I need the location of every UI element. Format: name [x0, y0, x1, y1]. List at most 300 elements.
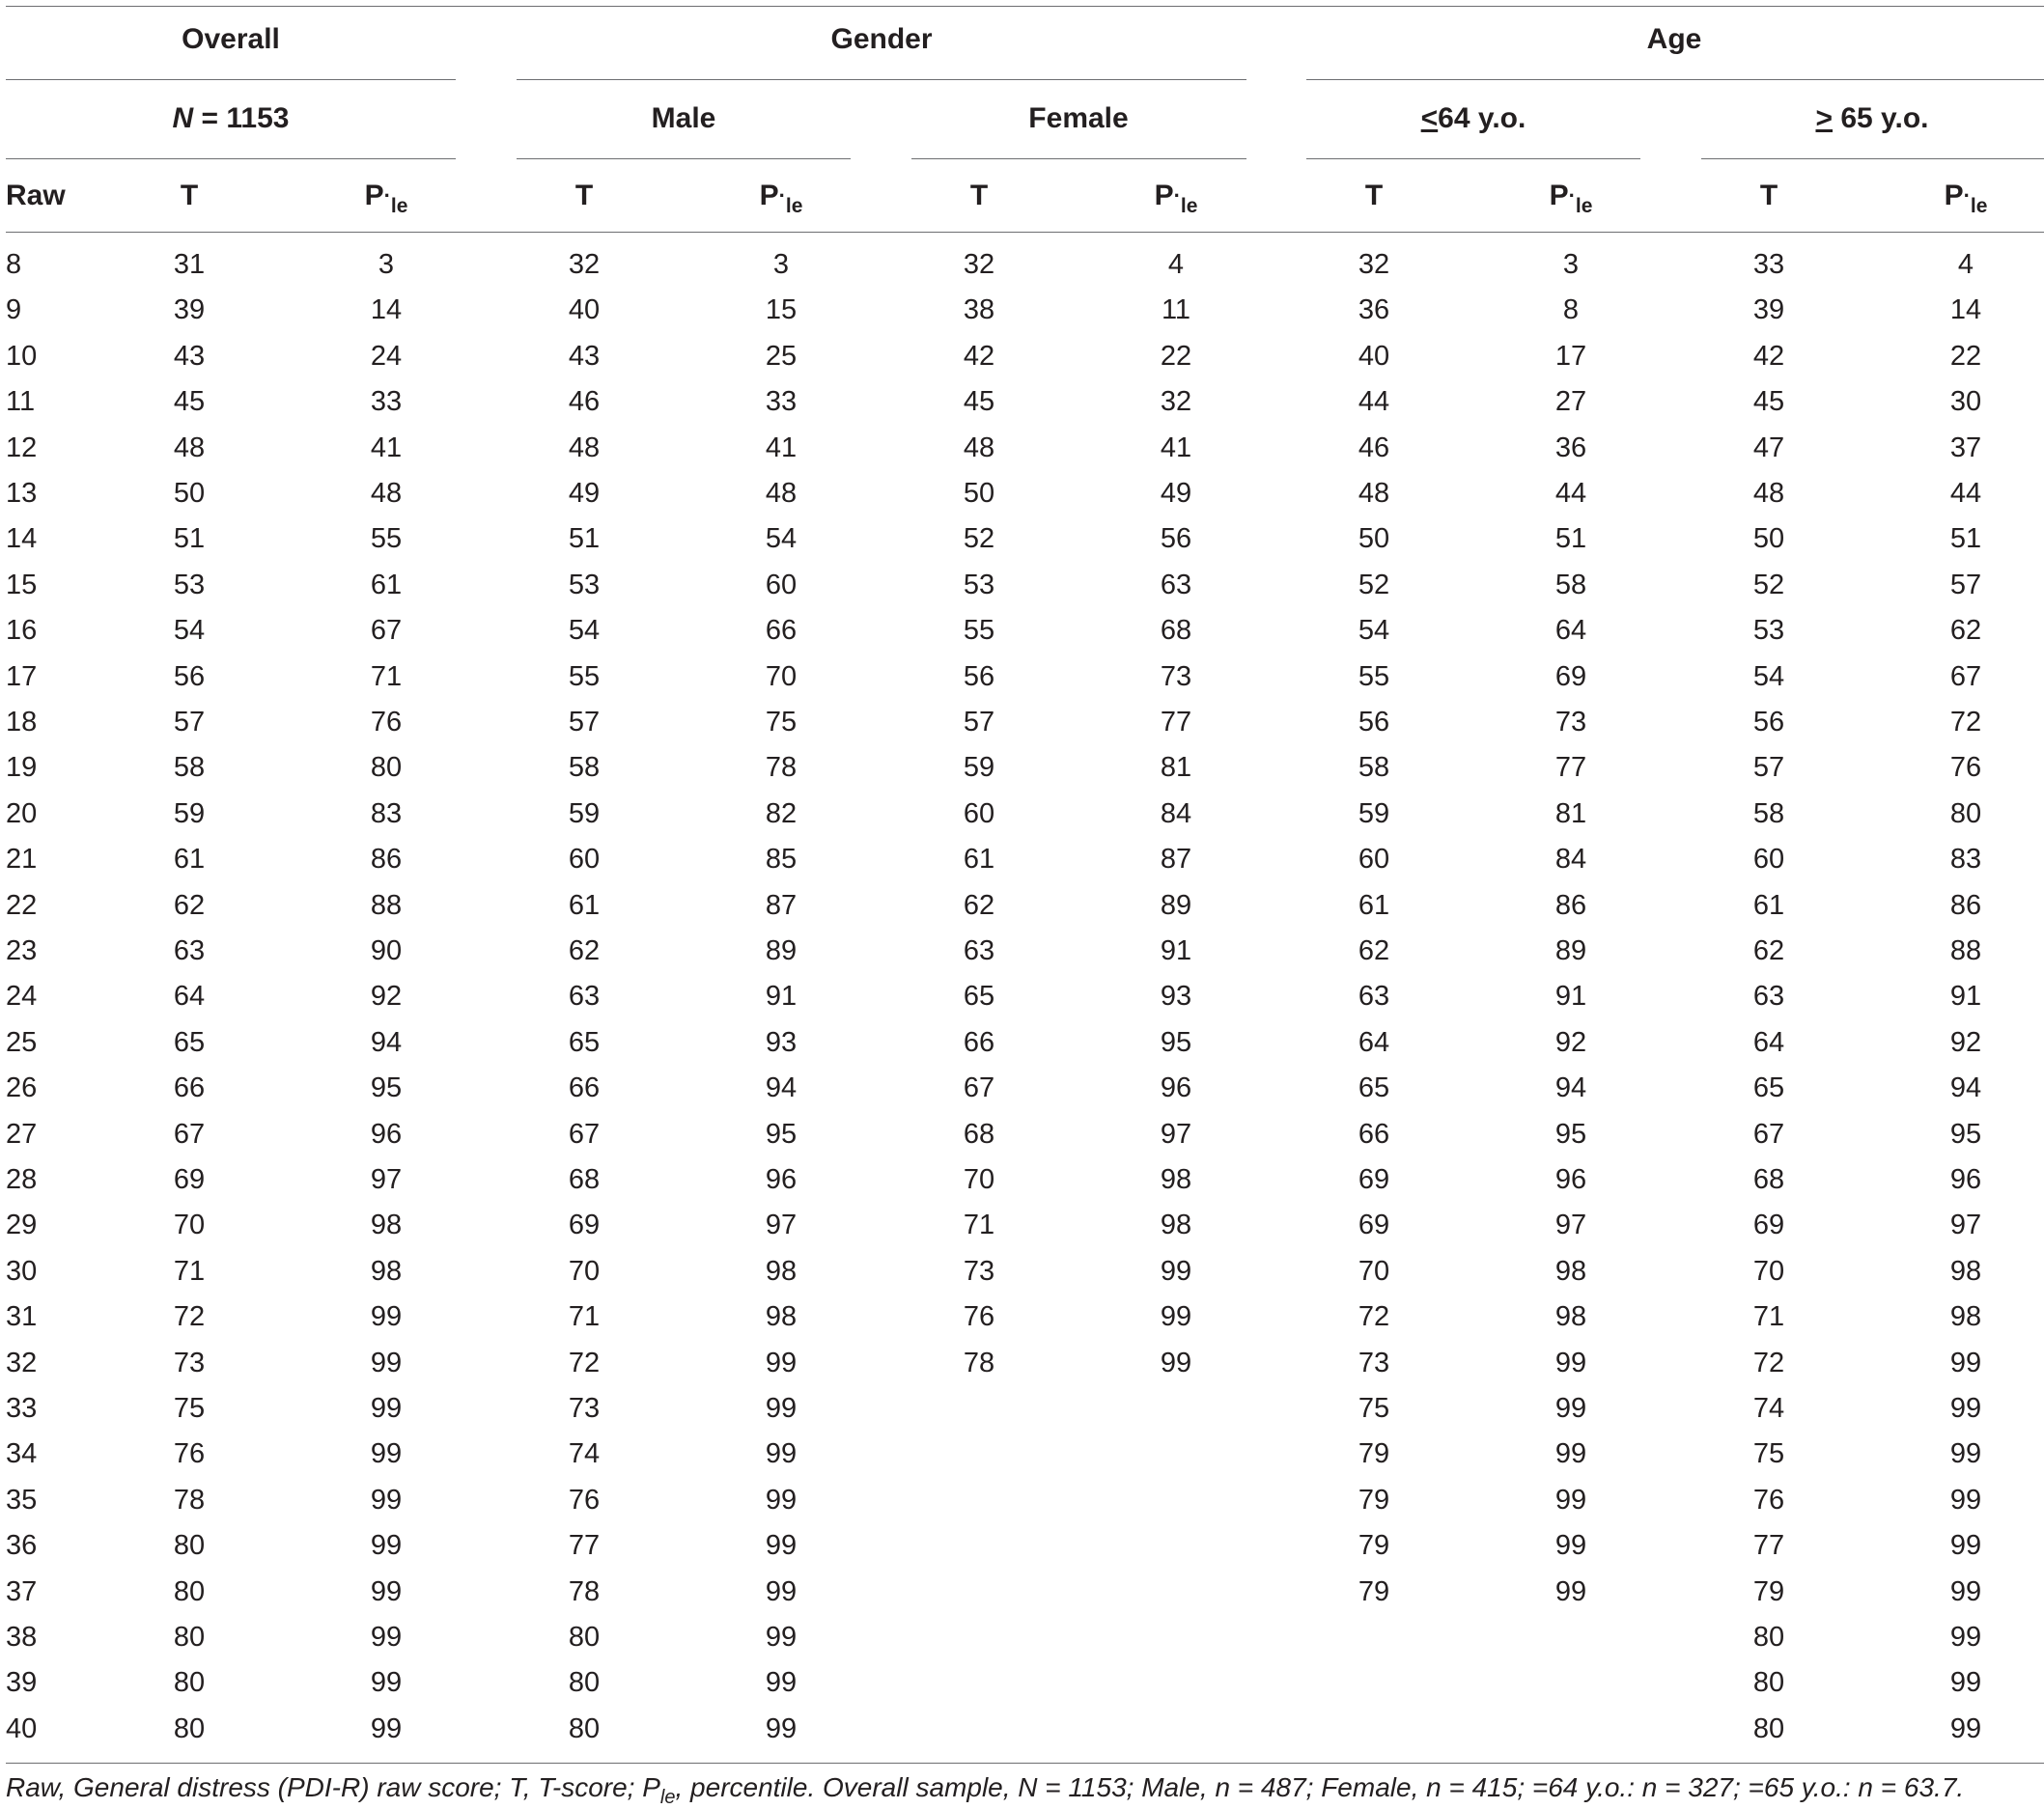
cell-raw: 10 [6, 340, 38, 372]
cell-overall-p: 76 [370, 707, 403, 738]
cell-age-le64-p: 99 [1554, 1484, 1587, 1516]
column-header-t: T [1364, 180, 1384, 211]
cell-male-p: 94 [765, 1072, 798, 1104]
overall-group-rule [6, 79, 456, 80]
cell-overall-p: 97 [370, 1164, 403, 1195]
cell-male-p: 25 [765, 340, 798, 372]
cell-age-ge65-p: 99 [1949, 1393, 1982, 1424]
cell-female-p: 11 [1161, 294, 1191, 326]
cell-overall-p: 61 [370, 569, 403, 600]
cell-female-t: 62 [963, 889, 995, 921]
cell-male-p: 99 [765, 1575, 798, 1607]
cell-age-ge65-p: 67 [1949, 660, 1982, 692]
cell-age-ge65-t: 72 [1752, 1347, 1785, 1378]
cell-female-t: 57 [963, 707, 995, 738]
cell-age-le64-t: 32 [1358, 249, 1390, 280]
cell-male-t: 66 [568, 1072, 601, 1104]
cell-age-ge65-t: 80 [1752, 1667, 1785, 1699]
cell-age-ge65-p: 99 [1949, 1484, 1982, 1516]
cell-age-le64-p: 44 [1554, 478, 1587, 509]
cell-female-p: 81 [1160, 752, 1192, 784]
cell-female-p: 4 [1167, 249, 1185, 280]
cell-female-p: 99 [1160, 1301, 1192, 1333]
cell-raw: 26 [6, 1072, 38, 1104]
cell-overall-t: 65 [173, 1026, 206, 1058]
cell-overall-p: 99 [370, 1438, 403, 1470]
cell-overall-t: 78 [173, 1484, 206, 1516]
cell-raw: 35 [6, 1484, 38, 1516]
cell-age-ge65-t: 45 [1752, 386, 1785, 418]
cell-age-ge65-t: 68 [1752, 1164, 1785, 1195]
cell-age-ge65-p: 96 [1949, 1164, 1982, 1195]
cell-age-ge65-t: 56 [1752, 707, 1785, 738]
cell-overall-p: 71 [370, 660, 403, 692]
cell-age-le64-p: 69 [1554, 660, 1587, 692]
cell-age-ge65-t: 69 [1752, 1210, 1785, 1241]
cell-age-ge65-t: 80 [1752, 1712, 1785, 1744]
cell-male-t: 60 [568, 844, 601, 876]
cell-overall-t: 75 [173, 1393, 206, 1424]
cell-age-ge65-p: 83 [1949, 844, 1982, 876]
cell-male-t: 59 [568, 797, 601, 829]
cell-female-p: 84 [1160, 797, 1192, 829]
cell-raw: 20 [6, 797, 38, 829]
cell-age-le64-p: 36 [1554, 431, 1587, 463]
cell-age-ge65-t: 61 [1752, 889, 1785, 921]
cell-age-le64-p: 99 [1554, 1347, 1587, 1378]
cell-male-p: 78 [765, 752, 798, 784]
cell-male-p: 97 [765, 1210, 798, 1241]
cell-age-ge65-p: 44 [1949, 478, 1982, 509]
cell-male-p: 99 [765, 1484, 798, 1516]
cell-female-t: 50 [963, 478, 995, 509]
cell-overall-t: 63 [173, 935, 206, 966]
cell-male-p: 89 [765, 935, 798, 966]
cell-age-ge65-p: 98 [1949, 1255, 1982, 1287]
cell-age-ge65-t: 77 [1752, 1530, 1785, 1562]
cell-overall-p: 90 [370, 935, 403, 966]
cell-overall-p: 83 [370, 797, 403, 829]
cell-age-le64-p: 99 [1554, 1575, 1587, 1607]
cell-female-t: 76 [963, 1301, 995, 1333]
cell-age-le64-p: 81 [1554, 797, 1587, 829]
age-le64-label: 64 y.o. [1438, 102, 1526, 134]
cell-overall-p: 99 [370, 1393, 403, 1424]
column-header-t: T [574, 180, 594, 211]
cell-age-le64-p: 73 [1554, 707, 1587, 738]
cell-female-t: 38 [963, 294, 995, 326]
group-header-gender: Gender [830, 23, 933, 55]
cell-male-p: 41 [765, 431, 798, 463]
cell-overall-p: 41 [370, 431, 403, 463]
cell-overall-t: 71 [173, 1255, 206, 1287]
cell-age-ge65-t: 74 [1752, 1393, 1785, 1424]
cell-male-t: 78 [568, 1575, 601, 1607]
cell-age-ge65-t: 76 [1752, 1484, 1785, 1516]
cell-age-ge65-p: 86 [1949, 889, 1982, 921]
cell-female-p: 73 [1160, 660, 1192, 692]
cell-overall-p: 3 [378, 249, 395, 280]
cell-male-t: 62 [568, 935, 601, 966]
cell-age-ge65-p: 94 [1949, 1072, 1982, 1104]
cell-age-le64-p: 99 [1554, 1393, 1587, 1424]
cell-raw: 11 [6, 386, 36, 418]
cell-overall-p: 48 [370, 478, 403, 509]
cell-overall-p: 55 [370, 523, 403, 555]
cell-overall-p: 99 [370, 1301, 403, 1333]
cell-male-p: 48 [765, 478, 798, 509]
cell-overall-t: 39 [173, 294, 206, 326]
cell-age-ge65-t: 42 [1752, 340, 1785, 372]
column-header-percentile: $P\cdot_{le}$ [364, 180, 408, 217]
cell-age-le64-p: 64 [1554, 615, 1587, 647]
cell-male-t: 72 [568, 1347, 601, 1378]
cell-age-le64-p: 86 [1554, 889, 1587, 921]
cell-age-le64-t: 55 [1358, 660, 1390, 692]
cell-overall-t: 67 [173, 1118, 206, 1150]
cell-male-p: 60 [765, 569, 798, 600]
footnote-part2: , percentile. Overall sample, N = 1153; Male, n = 487; Female, n = 415; =64 y.o.: n = 327; =65 y.o.: n = 63.7. [675, 1772, 1965, 1802]
cell-age-ge65-p: 92 [1949, 1026, 1982, 1058]
cell-male-p: 99 [765, 1530, 798, 1562]
cell-male-t: 63 [568, 981, 601, 1013]
header-bottom-rule [6, 232, 2044, 233]
cell-male-t: 70 [568, 1255, 601, 1287]
cell-age-ge65-t: 79 [1752, 1575, 1785, 1607]
cell-female-p: 68 [1160, 615, 1192, 647]
cell-age-ge65-p: 95 [1949, 1118, 1982, 1150]
cell-age-ge65-p: 62 [1949, 615, 1982, 647]
cell-age-le64-t: 61 [1358, 889, 1390, 921]
cell-female-p: 96 [1160, 1072, 1192, 1104]
column-header-percentile: $P\cdot_{le}$ [1549, 180, 1593, 217]
cell-female-t: 60 [963, 797, 995, 829]
cell-female-t: 66 [963, 1026, 995, 1058]
cell-female-p: 77 [1160, 707, 1192, 738]
cell-male-t: 77 [568, 1530, 601, 1562]
cell-age-ge65-p: 97 [1949, 1210, 1982, 1241]
column-header-t: T [969, 180, 989, 211]
cell-raw: 32 [6, 1347, 38, 1378]
cell-raw: 14 [6, 523, 38, 555]
cell-raw: 18 [6, 707, 38, 738]
cell-male-t: 49 [568, 478, 601, 509]
cell-male-p: 15 [765, 294, 798, 326]
cell-age-ge65-p: 99 [1949, 1712, 1982, 1744]
cell-raw: 13 [6, 478, 38, 509]
cell-female-p: 95 [1160, 1026, 1192, 1058]
subgroup-header-female: Female [1028, 102, 1129, 134]
cell-age-ge65-p: 99 [1949, 1575, 1982, 1607]
column-header-t: T [180, 180, 199, 211]
cell-age-le64-t: 64 [1358, 1026, 1390, 1058]
cell-overall-t: 53 [173, 569, 206, 600]
cell-female-p: 41 [1160, 431, 1192, 463]
cell-overall-t: 54 [173, 615, 206, 647]
cell-age-le64-p: 27 [1554, 386, 1587, 418]
cell-age-ge65-p: 30 [1949, 386, 1982, 418]
cell-male-p: 85 [765, 844, 798, 876]
cell-overall-t: 80 [173, 1530, 206, 1562]
cell-raw: 25 [6, 1026, 38, 1058]
cell-age-le64-t: 69 [1358, 1210, 1390, 1241]
subgroup-header-overall-n [173, 102, 290, 135]
cell-female-t: 63 [963, 935, 995, 966]
cell-age-le64-t: 70 [1358, 1255, 1390, 1287]
cell-male-t: 67 [568, 1118, 601, 1150]
cell-male-t: 80 [568, 1667, 601, 1699]
cell-male-p: 99 [765, 1347, 798, 1378]
cell-age-ge65-t: 64 [1752, 1026, 1785, 1058]
cell-female-t: 70 [963, 1164, 995, 1195]
cell-female-p: 89 [1160, 889, 1192, 921]
cell-female-p: 99 [1160, 1255, 1192, 1287]
cell-overall-p: 99 [370, 1667, 403, 1699]
cell-male-t: 69 [568, 1210, 601, 1241]
cell-overall-p: 94 [370, 1026, 403, 1058]
cell-raw: 30 [6, 1255, 38, 1287]
cell-male-p: 75 [765, 707, 798, 738]
cell-overall-p: 99 [370, 1575, 403, 1607]
cell-male-p: 99 [765, 1438, 798, 1470]
cell-overall-t: 72 [173, 1301, 206, 1333]
cell-age-le64-t: 62 [1358, 935, 1390, 966]
cell-raw: 31 [6, 1301, 38, 1333]
cell-age-ge65-p: 99 [1949, 1438, 1982, 1470]
cell-age-le64-p: 94 [1554, 1072, 1587, 1104]
group-header-age: Age [1646, 23, 1702, 55]
cell-age-ge65-p: 91 [1949, 981, 1982, 1013]
cell-male-t: 76 [568, 1484, 601, 1516]
cell-raw: 9 [6, 294, 22, 326]
cell-age-ge65-t: 33 [1752, 249, 1785, 280]
cell-overall-t: 64 [173, 981, 206, 1013]
cell-age-le64-t: 79 [1358, 1575, 1390, 1607]
cell-age-ge65-p: 76 [1949, 752, 1982, 784]
cell-overall-t: 59 [173, 797, 206, 829]
cell-female-p: 93 [1160, 981, 1192, 1013]
cell-male-p: 93 [765, 1026, 798, 1058]
cell-male-p: 70 [765, 660, 798, 692]
cell-age-ge65-p: 72 [1949, 707, 1982, 738]
cell-age-le64-t: 79 [1358, 1530, 1390, 1562]
cell-female-p: 87 [1160, 844, 1192, 876]
cell-overall-p: 92 [370, 981, 403, 1013]
cell-female-p: 22 [1160, 340, 1192, 372]
cell-age-le64-t: 69 [1358, 1164, 1390, 1195]
cell-male-t: 80 [568, 1712, 601, 1744]
cell-age-le64-t: 63 [1358, 981, 1390, 1013]
cell-female-p: 99 [1160, 1347, 1192, 1378]
cell-age-ge65-t: 47 [1752, 431, 1785, 463]
cell-raw: 29 [6, 1210, 38, 1241]
cell-age-le64-t: 65 [1358, 1072, 1390, 1104]
cell-raw: 33 [6, 1393, 38, 1424]
cell-raw: 23 [6, 935, 38, 966]
cell-female-t: 53 [963, 569, 995, 600]
cell-age-le64-p: 3 [1562, 249, 1580, 280]
cell-male-t: 68 [568, 1164, 601, 1195]
cell-age-le64-t: 66 [1358, 1118, 1390, 1150]
table-bottom-rule [6, 1763, 2044, 1764]
cell-female-p: 98 [1160, 1164, 1192, 1195]
cell-raw: 21 [6, 844, 38, 876]
cell-age-ge65-p: 99 [1949, 1622, 1982, 1653]
age-ge65-label: 65 y.o. [1833, 102, 1929, 134]
cell-age-ge65-p: 99 [1949, 1667, 1982, 1699]
cell-overall-p: 99 [370, 1530, 403, 1562]
cell-male-t: 53 [568, 569, 601, 600]
cell-age-le64-p: 89 [1554, 935, 1587, 966]
cell-age-le64-t: 72 [1358, 1301, 1390, 1333]
column-header-percentile: $P\cdot_{le}$ [759, 180, 803, 217]
n-value: = 1153 [193, 102, 290, 134]
cell-age-le64-t: 75 [1358, 1393, 1390, 1424]
cell-age-ge65-t: 63 [1752, 981, 1785, 1013]
cell-male-p: 99 [765, 1393, 798, 1424]
cell-age-ge65-p: 14 [1949, 294, 1982, 326]
cell-male-p: 96 [765, 1164, 798, 1195]
cell-male-p: 66 [765, 615, 798, 647]
overall-n-rule [6, 158, 456, 159]
cell-female-t: 78 [963, 1347, 995, 1378]
cell-raw: 28 [6, 1164, 38, 1195]
cell-age-ge65-t: 52 [1752, 569, 1785, 600]
cell-age-ge65-t: 57 [1752, 752, 1785, 784]
cell-male-t: 74 [568, 1438, 601, 1470]
cell-age-le64-p: 84 [1554, 844, 1587, 876]
cell-male-t: 57 [568, 707, 601, 738]
cell-female-t: 59 [963, 752, 995, 784]
cell-male-t: 54 [568, 615, 601, 647]
cell-overall-p: 98 [370, 1210, 403, 1241]
cell-male-t: 43 [568, 340, 601, 372]
subgroup-header-age-ge65 [1815, 102, 1928, 135]
cell-age-ge65-t: 65 [1752, 1072, 1785, 1104]
column-header-t: T [1759, 180, 1778, 211]
cell-raw: 27 [6, 1118, 38, 1150]
cell-raw: 40 [6, 1712, 38, 1744]
cell-age-le64-t: 73 [1358, 1347, 1390, 1378]
cell-age-le64-t: 44 [1358, 386, 1390, 418]
cell-overall-p: 95 [370, 1072, 403, 1104]
subgroup-header-age-le64 [1421, 102, 1526, 135]
cell-male-p: 98 [765, 1255, 798, 1287]
cell-overall-t: 80 [173, 1575, 206, 1607]
cell-male-p: 82 [765, 797, 798, 829]
cell-overall-t: 62 [173, 889, 206, 921]
cell-overall-t: 80 [173, 1667, 206, 1699]
cell-overall-t: 76 [173, 1438, 206, 1470]
cell-overall-t: 43 [173, 340, 206, 372]
cell-male-t: 61 [568, 889, 601, 921]
cell-female-p: 91 [1160, 935, 1192, 966]
cell-male-p: 99 [765, 1622, 798, 1653]
cell-raw: 19 [6, 752, 38, 784]
cell-female-t: 71 [963, 1210, 995, 1241]
subgroup-header-male: Male [651, 102, 716, 134]
cell-overall-t: 73 [173, 1347, 206, 1378]
cell-female-t: 67 [963, 1072, 995, 1104]
cell-male-t: 40 [568, 294, 601, 326]
cell-female-t: 48 [963, 431, 995, 463]
column-header-percentile: $P\cdot_{le}$ [1154, 180, 1198, 217]
cell-female-t: 73 [963, 1255, 995, 1287]
cell-age-ge65-t: 62 [1752, 935, 1785, 966]
cell-raw: 36 [6, 1530, 38, 1562]
column-header-percentile: $P\cdot_{le}$ [1944, 180, 1988, 217]
cell-age-le64-t: 52 [1358, 569, 1390, 600]
cell-age-le64-t: 60 [1358, 844, 1390, 876]
cell-raw: 12 [6, 431, 38, 463]
cell-male-p: 87 [765, 889, 798, 921]
cell-age-le64-t: 79 [1358, 1484, 1390, 1516]
cell-age-le64-t: 59 [1358, 797, 1390, 829]
cell-female-t: 55 [963, 615, 995, 647]
cell-age-ge65-p: 99 [1949, 1347, 1982, 1378]
cell-overall-t: 51 [173, 523, 206, 555]
cell-male-t: 58 [568, 752, 601, 784]
cell-age-ge65-p: 4 [1957, 249, 1974, 280]
cell-age-le64-t: 48 [1358, 478, 1390, 509]
cell-age-le64-p: 91 [1554, 981, 1587, 1013]
cell-age-ge65-t: 70 [1752, 1255, 1785, 1287]
cell-age-le64-p: 17 [1554, 340, 1587, 372]
cell-male-t: 51 [568, 523, 601, 555]
footnote-subscript: le [659, 1787, 676, 1808]
cell-raw: 22 [6, 889, 38, 921]
cell-age-le64-p: 96 [1554, 1164, 1587, 1195]
cell-male-p: 91 [765, 981, 798, 1013]
cell-age-le64-p: 92 [1554, 1026, 1587, 1058]
cell-overall-t: 31 [173, 249, 206, 280]
cell-age-ge65-t: 75 [1752, 1438, 1785, 1470]
cell-female-t: 42 [963, 340, 995, 372]
cell-age-le64-p: 99 [1554, 1438, 1587, 1470]
cell-male-t: 65 [568, 1026, 601, 1058]
cell-female-t: 32 [963, 249, 995, 280]
cell-age-ge65-t: 53 [1752, 615, 1785, 647]
cell-male-p: 98 [765, 1301, 798, 1333]
cell-overall-t: 58 [173, 752, 206, 784]
cell-male-t: 32 [568, 249, 601, 280]
cell-overall-t: 66 [173, 1072, 206, 1104]
cell-age-le64-t: 40 [1358, 340, 1390, 372]
cell-male-p: 33 [765, 386, 798, 418]
cell-overall-p: 80 [370, 752, 403, 784]
cell-age-ge65-p: 37 [1949, 431, 1982, 463]
cell-female-t: 68 [963, 1118, 995, 1150]
age-le64-rule [1306, 158, 1640, 159]
cell-age-le64-p: 97 [1554, 1210, 1587, 1241]
cell-male-p: 95 [765, 1118, 798, 1150]
cell-female-p: 56 [1160, 523, 1192, 555]
age-group-rule [1306, 79, 2044, 80]
cell-female-p: 63 [1160, 569, 1192, 600]
cell-age-ge65-p: 98 [1949, 1301, 1982, 1333]
cell-age-ge65-t: 60 [1752, 844, 1785, 876]
cell-age-le64-p: 98 [1554, 1301, 1587, 1333]
cell-overall-t: 50 [173, 478, 206, 509]
cell-age-le64-t: 56 [1358, 707, 1390, 738]
ge-symbol: > [1815, 102, 1834, 134]
cell-overall-p: 24 [370, 340, 403, 372]
cell-overall-p: 33 [370, 386, 403, 418]
cell-overall-p: 99 [370, 1622, 403, 1653]
cell-age-ge65-p: 22 [1949, 340, 1982, 372]
cell-age-le64-p: 51 [1554, 523, 1587, 555]
cell-age-ge65-t: 80 [1752, 1622, 1785, 1653]
